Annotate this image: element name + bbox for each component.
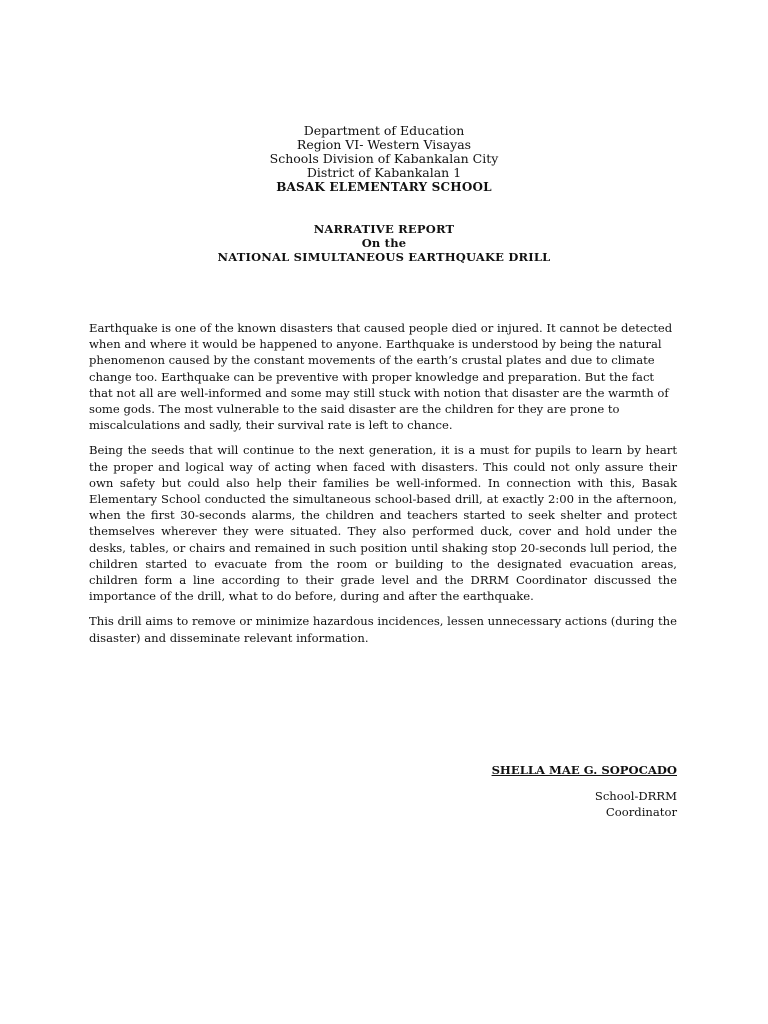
paragraph-intro: Earthquake is one of the known disasters that caused people died or injured. It cannot be detected when and where it would be happened to anyone. Earthquake is understood by being the natural phenomenon caused by the constant movements of the earth’s crustal plates and due to climate change too. Earthquake can be preventive with proper knowledge and preparation. But the fact that not all are well-informed and some may still stuck with notion that disaster are the warmth of some gods. The most vulnerable to the said disaster are the children for they are prone to miscalculations and sadly, their survival rate is left to chance. (89, 321, 673, 433)
letterhead (0, 124, 768, 194)
paragraph-drill-description: Being the seeds that will continue to the next generation, it is a must for pupils to learn by heart the proper and logical way of acting when faced with disasters. This could not only assure their own safety but could also help their families be well-informed. In connection with this, Basak Elementary School conducted the simultaneous school-based drill, at exactly 2:00 in the afternoon, when the first 30-seconds alarms, the children and teachers started to seek shelter and protect themselves wherever they were situated. They also performed duck, cover and hold under the desks, tables, or chairs and remained in such position until shaking stop 20-seconds lull period, the children started to evacuate from the room or building to the designated evacuation areas, children form a line according to their grade level and the DRRM Coordinator discussed the importance of the drill, what to do before, during and after the earthquake. (89, 443, 677, 604)
signatory-role-line1: School-DRRM (594, 789, 677, 803)
department-name: Department of Education (303, 123, 465, 138)
district-name: District of Kabankalan 1 (306, 165, 462, 180)
report-title-line1: NARRATIVE REPORT (313, 222, 455, 236)
report-body (89, 320, 677, 655)
report-title-line3: NATIONAL SIMULTANEOUS EARTHQUAKE DRILL (217, 250, 551, 264)
signature-block (492, 762, 677, 820)
school-name: BASAK ELEMENTARY SCHOOL (276, 180, 492, 194)
signatory-name: SHELLA MAE G. SOPOCADO (491, 763, 677, 777)
division-name: Schools Division of Kabankalan City (269, 151, 499, 166)
signatory-role-line2: Coordinator (605, 805, 677, 819)
region-name: Region VI- Western Visayas (296, 137, 472, 152)
report-title (0, 222, 768, 264)
report-title-line2: On the (361, 236, 407, 250)
paragraph-drill-aims: This drill aims to remove or minimize hazardous incidences, lessen unnecessary actions (during the disaster) and disseminate relevant information. (89, 614, 677, 645)
